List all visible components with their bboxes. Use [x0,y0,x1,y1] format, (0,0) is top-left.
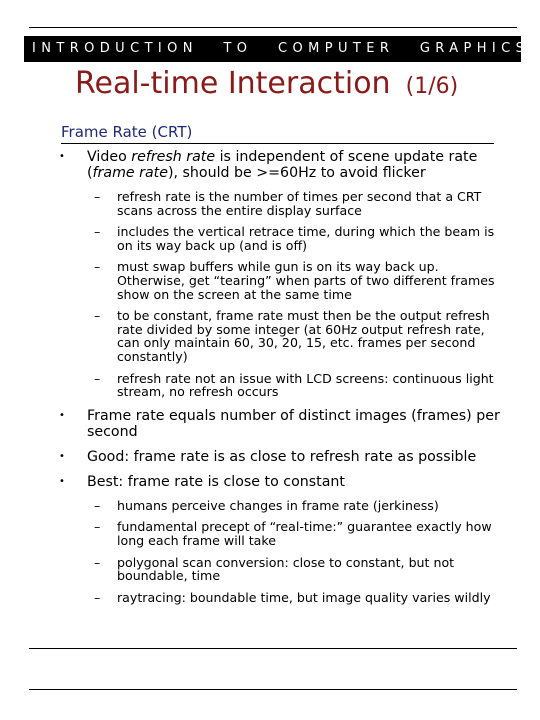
dash-marker: – [94,554,101,570]
sub-item [55,309,500,363]
course-banner [24,36,530,62]
emphasis-text: frame rate [92,165,168,181]
sub-item-text: polygonal scan conversion: close to constant, but not boundable, time [117,554,455,584]
footer-rule [29,689,517,690]
sub-item-text: refresh rate not an issue with LCD screens: continuous light stream, no refresh occurs [117,370,494,400]
bullet-text: Video [87,149,132,165]
bullet-item [55,149,500,181]
bullet-text: Frame rate equals number of distinct images (frames) per second [87,407,500,440]
sub-item-text: humans perceive changes in frame rate (jerkiness) [117,497,439,513]
sub-item [55,520,500,547]
dash-marker: – [94,224,101,240]
banner-word: INTRODUCTION [32,41,198,56]
bullet-marker: • [59,450,65,462]
banner-word: COMPUTER [277,41,395,56]
sub-item-text: fundamental precept of “real-time:” guarantee exactly how long each frame will take [117,519,492,548]
bullet-group [55,408,500,440]
sub-list [55,190,500,399]
dash-marker: – [94,259,101,275]
sub-list [55,499,500,605]
bullet-item [55,408,500,440]
bullet-text: is independent of scene update rate ( [87,149,478,181]
slide-body [55,149,500,612]
sub-item [55,225,500,252]
bottom-rule [29,648,517,649]
slide-title [75,66,458,101]
sub-item [55,591,500,605]
sub-item [55,260,500,301]
dash-marker: – [94,308,101,324]
sub-item [55,190,500,217]
dash-marker: – [94,189,101,204]
bullet-item [55,449,500,465]
bullet-marker: • [59,151,65,162]
bullet-text: Best: frame rate is close to constant [87,473,345,490]
bullet-group [55,149,500,399]
sub-item [55,372,500,399]
dash-marker: – [94,497,101,513]
bullet-item [55,474,500,490]
sub-item-text: includes the vertical retrace time, during which the beam is on its way back up (and is off) [117,224,495,253]
sub-item [55,499,500,513]
banner-word: GRAPHICS [419,41,530,56]
dash-marker: – [94,589,101,605]
banner-word: TO [223,41,253,56]
bullet-marker: • [59,409,65,421]
dash-marker: – [94,370,101,386]
bullet-text: Good: frame rate is as close to refresh rate as possible [87,448,477,465]
bullet-text: ), should be >=60Hz to avoid flicker [167,165,426,181]
sub-item-text: to be constant, frame rate must then be the output refresh rate divided by some integer (at 60Hz output refresh rate, can only maintain 60, 30, 20, 15, etc. frames per second constantly) [117,308,490,364]
slide-title-text: Real-time Interaction [75,66,391,101]
sub-item-text: raytracing: boundable time, but image quality varies wildly [117,589,491,605]
bullet-group [55,474,500,605]
bullet-marker: • [59,475,65,487]
dash-marker: – [94,519,101,535]
top-rule [29,27,517,28]
bullet-group [55,449,500,465]
emphasis-text: refresh rate [131,149,216,165]
sub-item [55,556,500,583]
sub-item-text: must swap buffers while gun is on its way back up. Otherwise, get “tearing” when parts of two different frames show on the screen at the same time [117,259,495,302]
slide-counter: (1/6) [405,74,459,99]
sub-item-text: refresh rate is the number of times per second that a CRT scans across the entire display surface [117,189,482,218]
section-heading: Frame Rate (CRT) [61,123,494,144]
